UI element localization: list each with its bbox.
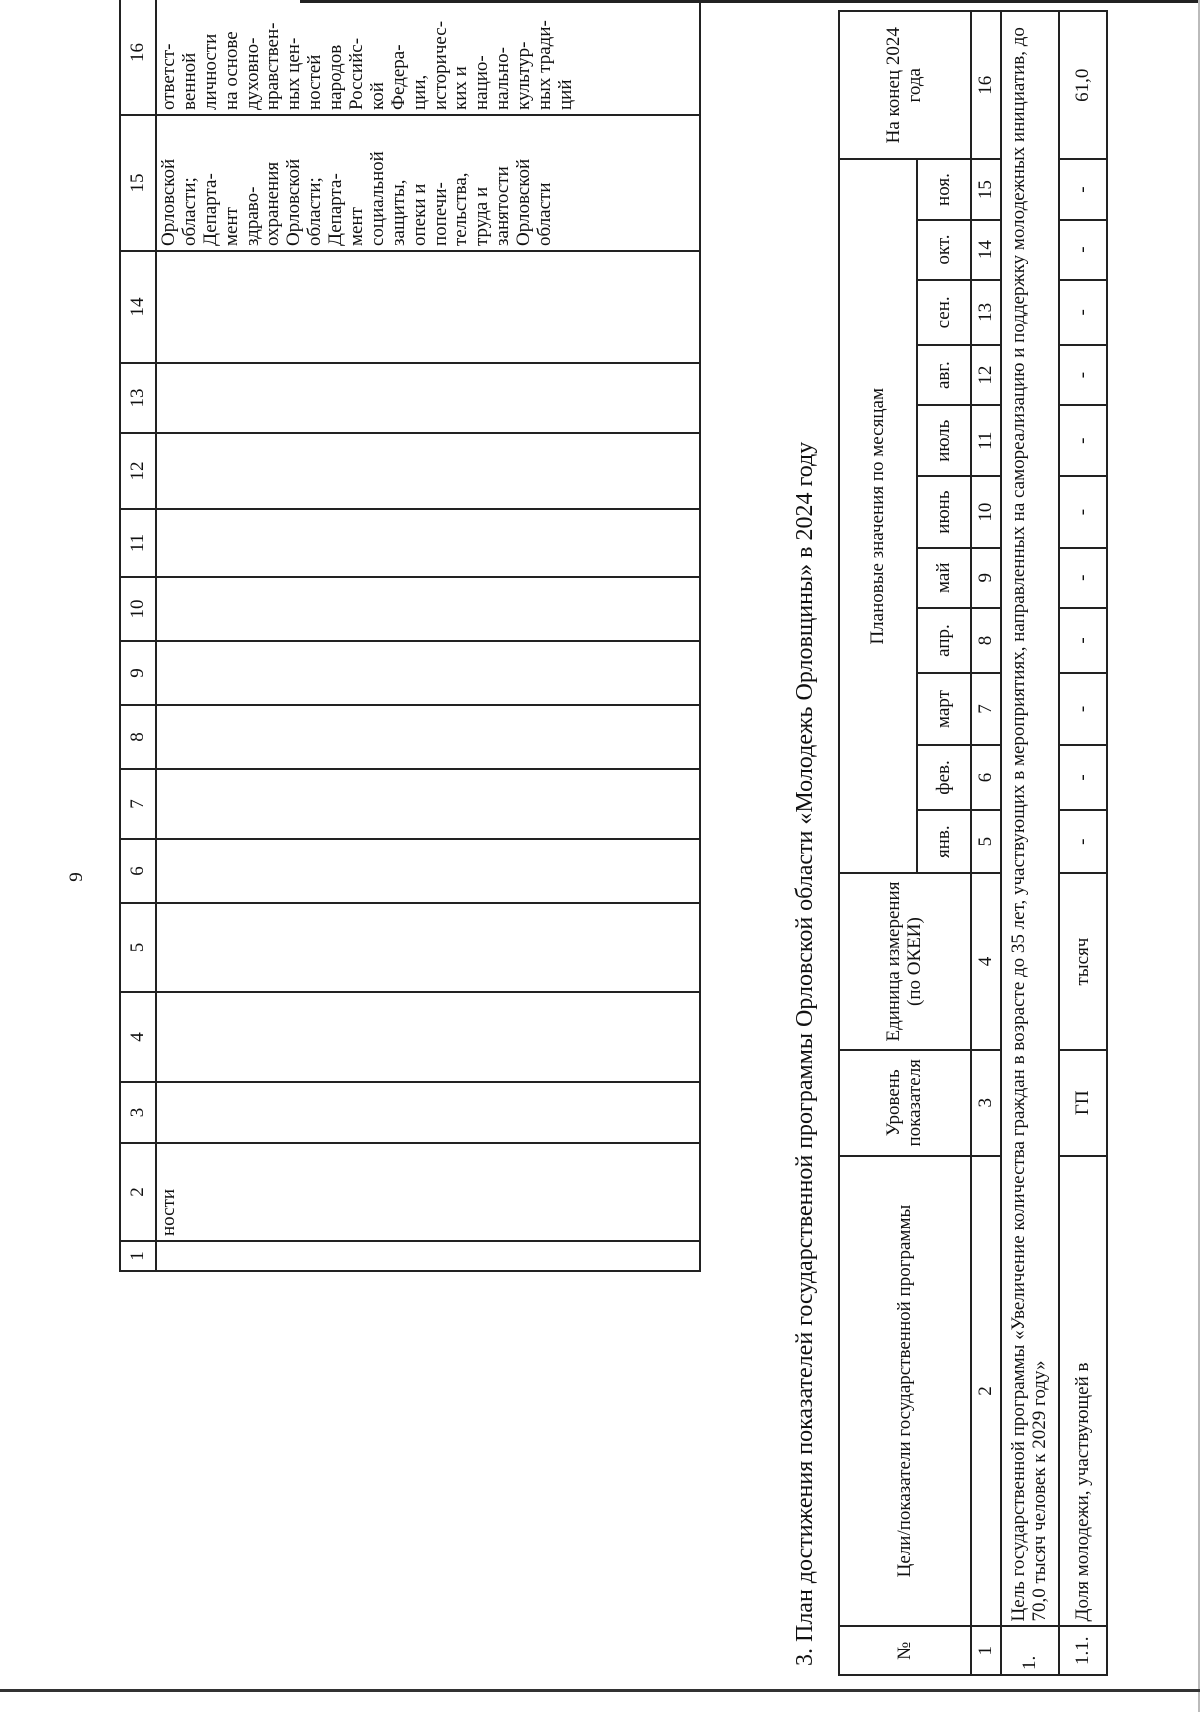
cell-line: ных цен- (283, 37, 305, 110)
header-plan-by-month: Плановые значения по месяцам (839, 160, 917, 874)
indicator-name: Доля молодежи, участвующей в (1059, 1156, 1107, 1627)
table-row (1059, 11, 1107, 1675)
column-number: 9 (971, 548, 1001, 608)
month-value: - (1059, 476, 1107, 547)
continued-table (119, 0, 701, 1272)
col-header: 6 (120, 839, 156, 903)
month-header: янв. (917, 810, 971, 873)
cell-line: ких и (450, 66, 472, 110)
cell-line: Федера- (387, 44, 409, 110)
cell-line: попечи- (429, 182, 451, 246)
month-value: - (1059, 345, 1107, 405)
header-unit: Единица измерения (по ОКЕИ) (839, 873, 971, 1050)
section-title: 3. План достижения показателей государственной программы Орловской области «Молодежь Орловщины» в 2024 году (792, 441, 818, 1666)
month-header: ноя. (917, 160, 971, 220)
column-number: 13 (971, 280, 1001, 346)
cell-line: культур- (513, 41, 535, 110)
column-number: 4 (971, 873, 1001, 1050)
month-header: июнь (917, 476, 971, 547)
month-value: - (1059, 548, 1107, 608)
cell-line: защиты, (387, 179, 409, 246)
month-header: фев. (917, 745, 971, 811)
cell-line: труда и (471, 186, 493, 246)
col-header: 11 (120, 509, 156, 577)
col-header: 12 (120, 433, 156, 509)
cell-line: кой (366, 82, 388, 110)
month-header: апр. (917, 608, 971, 674)
column-number: 10 (971, 476, 1001, 547)
col-header: 4 (120, 992, 156, 1082)
column-number: 8 (971, 608, 1001, 674)
column-number: 5 (971, 810, 1001, 873)
cell-line: венной (178, 52, 200, 110)
cell-line: Российс- (346, 37, 368, 110)
cell-line: тельства, (450, 172, 472, 246)
related-goals-cell (156, 0, 700, 115)
column-number: 11 (971, 405, 1001, 476)
cell-line: социальной (366, 151, 388, 246)
table-header-row (120, 0, 156, 1271)
col-header: 9 (120, 641, 156, 705)
month-header: март (917, 673, 971, 744)
cell-line: области (534, 182, 556, 246)
cell-line: личности (199, 33, 221, 110)
col-header: 3 (120, 1082, 156, 1143)
page-number: 9 (65, 872, 87, 882)
goal-text: Цель государственной программы «Увеличение количества граждан в возрасте до 35 лет, участвующих в мероприятиях, направленных на самореализацию и поддержку молодежных инициатив, до 70,0 тысяч человек к 2029 году» (1001, 11, 1059, 1626)
month-value: - (1059, 405, 1107, 476)
col-header: 5 (120, 903, 156, 992)
cell-line: мент (220, 207, 242, 246)
col-header: 15 (120, 115, 156, 251)
table-cell (156, 705, 700, 769)
cell-line: Орловской (158, 158, 179, 246)
cell-line: народов (325, 44, 347, 110)
table-cell (156, 769, 700, 839)
header-goal: Цели/показатели государственной программы (839, 1156, 971, 1627)
column-number: 12 (971, 345, 1001, 405)
cell-line: опеки и (408, 183, 430, 246)
column-number: 15 (971, 160, 1001, 220)
cell-line: нацио- (471, 55, 493, 110)
table-cell (156, 903, 700, 992)
month-header: май (917, 548, 971, 608)
header-row-top (839, 11, 917, 1675)
column-number: 1 (971, 1626, 1001, 1675)
month-value: - (1059, 608, 1107, 674)
month-value: - (1059, 220, 1107, 280)
header-year-end: На конец 2024 года (839, 11, 971, 160)
table-cell (156, 509, 700, 577)
cell-line: ции, (408, 74, 430, 110)
table-cell (156, 992, 700, 1082)
goal-row (1001, 11, 1059, 1675)
cell-line: ответст- (158, 43, 179, 110)
header-level: Уровень показателя (839, 1050, 971, 1156)
column-number: 3 (971, 1050, 1001, 1156)
indicator-unit: тысяч (1059, 873, 1107, 1050)
col-header: 8 (120, 705, 156, 769)
column-number: 14 (971, 220, 1001, 280)
cell-line: ных тради- (534, 20, 556, 110)
header-number: № (839, 1626, 971, 1675)
table-cell (156, 1082, 700, 1143)
table-cell (156, 363, 700, 433)
month-header: окт. (917, 220, 971, 280)
cell-line: ций (554, 79, 576, 110)
cell-line: Орловской (283, 158, 305, 246)
cell-line: Орловской (513, 158, 535, 246)
month-header: сен. (917, 280, 971, 346)
cell-line: Департа- (199, 173, 221, 246)
table-cell (156, 1241, 700, 1271)
cell-line: Департа- (325, 173, 347, 246)
month-header: авг. (917, 345, 971, 405)
month-value: - (1059, 160, 1107, 220)
col-header: 13 (120, 363, 156, 433)
col-header: 14 (120, 251, 156, 363)
cell-line: нравствен- (262, 22, 284, 110)
cell-line: ностей (304, 54, 326, 110)
column-number: 2 (971, 1156, 1001, 1627)
col-header: 7 (120, 769, 156, 839)
month-value: - (1059, 673, 1107, 744)
cell-line: мент (346, 207, 368, 246)
month-value: - (1059, 745, 1107, 811)
column-number: 6 (971, 745, 1001, 811)
cell-line: занятости (492, 166, 514, 246)
cell-line: историчес- (429, 20, 451, 110)
month-value: - (1059, 810, 1107, 873)
indicator-level: ГП (1059, 1050, 1107, 1156)
month-header: июль (917, 405, 971, 476)
col-header: 1 (120, 1241, 156, 1271)
column-numbers-row (971, 11, 1001, 1675)
goal-number: 1. (1001, 1626, 1059, 1675)
cell-line: охранения (262, 161, 284, 246)
table-cell (156, 251, 700, 363)
table-cell (156, 839, 700, 903)
cell-line: области; (304, 177, 326, 246)
table-row (156, 0, 700, 1271)
table-cell (156, 641, 700, 705)
cell-line: здраво- (241, 186, 263, 246)
responsible-executors-cell (156, 115, 700, 251)
year-end-value: 61,0 (1059, 11, 1107, 160)
cell-line: на основе (220, 31, 242, 110)
col-header: 10 (120, 577, 156, 641)
cell-line: области; (178, 177, 200, 246)
plan-table (838, 10, 1108, 1676)
cell-line: духовно- (241, 37, 263, 110)
indicator-number: 1.1. (1059, 1626, 1107, 1675)
col-header: 16 (120, 0, 156, 115)
cell-line: нально- (492, 47, 514, 110)
col-header: 2 (120, 1143, 156, 1241)
column-number: 16 (971, 11, 1001, 160)
table-cell (156, 433, 700, 509)
column-number: 7 (971, 673, 1001, 744)
table-cell: ности (156, 1143, 700, 1241)
month-value: - (1059, 280, 1107, 346)
table-cell (156, 577, 700, 641)
